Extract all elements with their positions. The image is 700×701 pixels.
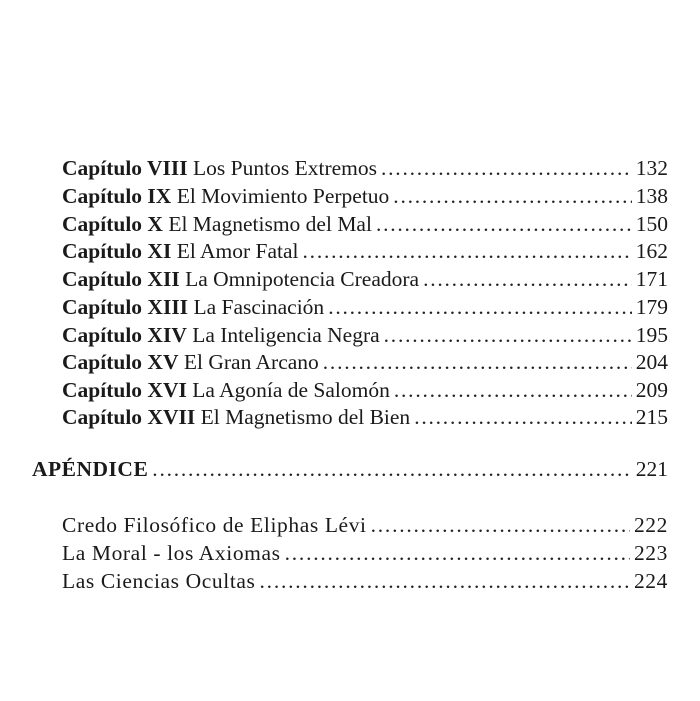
page-number: 222 bbox=[633, 513, 668, 537]
page-number: 215 bbox=[635, 405, 668, 429]
dot-leader bbox=[376, 211, 632, 237]
chapter-title: La Agonía de Salomón bbox=[192, 378, 390, 402]
chapter-title: La Omnipotencia Creadora bbox=[185, 267, 420, 291]
toc-entry-label: La Moral - los Axiomas bbox=[62, 541, 281, 565]
toc-entry-chapter-15[interactable] bbox=[62, 349, 668, 375]
chapter-number: Capítulo XV bbox=[62, 350, 179, 374]
toc-entry-appendix[interactable] bbox=[32, 456, 668, 482]
toc-entry-chapter-14[interactable] bbox=[62, 322, 668, 348]
chapter-title: El Movimiento Perpetuo bbox=[176, 184, 390, 208]
page-number: 209 bbox=[635, 378, 668, 402]
chapter-number: Capítulo VIII bbox=[62, 156, 188, 180]
toc-entry-label bbox=[62, 349, 319, 375]
page-number: 224 bbox=[633, 569, 668, 593]
chapter-title: El Magnetismo del Mal bbox=[168, 212, 372, 236]
dot-leader bbox=[328, 294, 632, 320]
toc-entry-label bbox=[32, 456, 148, 482]
page-number: 132 bbox=[635, 156, 668, 180]
chapter-number: Capítulo XIV bbox=[62, 323, 187, 347]
page-number: 204 bbox=[635, 350, 668, 374]
page-number: 223 bbox=[633, 541, 668, 565]
page-number: 150 bbox=[635, 212, 668, 236]
dot-leader bbox=[423, 266, 632, 292]
page-number: 171 bbox=[635, 267, 668, 291]
chapter-title: La Fascinación bbox=[193, 295, 325, 319]
toc-entry-chapter-13[interactable] bbox=[62, 294, 668, 320]
toc-entry-label: Credo Filosófico de Eliphas Lévi bbox=[62, 513, 367, 537]
chapter-number: Capítulo XVII bbox=[62, 405, 196, 429]
chapter-number: Capítulo XII bbox=[62, 267, 180, 291]
toc-entry-chapter-10[interactable] bbox=[62, 211, 668, 237]
dot-leader bbox=[303, 238, 632, 264]
appendix-title: APÉNDICE bbox=[32, 457, 149, 481]
chapter-title: El Amor Fatal bbox=[176, 239, 299, 263]
dot-leader bbox=[394, 377, 632, 403]
toc-entry-label bbox=[62, 155, 377, 181]
toc-entry-label bbox=[62, 404, 410, 430]
chapter-number: Capítulo XI bbox=[62, 239, 172, 263]
toc-entry-chapter-16[interactable] bbox=[62, 377, 668, 403]
toc-entry-label bbox=[62, 211, 372, 237]
chapter-number: Capítulo XIII bbox=[62, 295, 189, 319]
page-number: 162 bbox=[635, 239, 668, 263]
chapter-title: Los Puntos Extremos bbox=[193, 156, 377, 180]
chapter-number: Capítulo X bbox=[62, 212, 163, 236]
page-number: 138 bbox=[635, 184, 668, 208]
toc-entry-chapter-9[interactable] bbox=[62, 183, 668, 209]
toc-entry-chapter-17[interactable] bbox=[62, 404, 668, 430]
toc-entry-appendix-item-3[interactable] bbox=[62, 568, 668, 594]
page-number: 179 bbox=[635, 295, 668, 319]
toc-entry-label bbox=[62, 322, 380, 348]
chapter-title: El Magnetismo del Bien bbox=[200, 405, 411, 429]
chapter-number: Capítulo IX bbox=[62, 184, 172, 208]
toc-entry-appendix-item-2[interactable] bbox=[62, 540, 668, 566]
toc-entry-chapter-11[interactable] bbox=[62, 238, 668, 264]
dot-leader bbox=[152, 456, 631, 482]
toc-entry-label bbox=[62, 183, 389, 209]
toc-entry-label bbox=[62, 238, 299, 264]
page-number: 195 bbox=[635, 323, 668, 347]
chapter-title: El Gran Arcano bbox=[183, 350, 319, 374]
dot-leader bbox=[323, 349, 632, 375]
toc-entry-appendix-item-1[interactable] bbox=[62, 512, 668, 538]
dot-leader bbox=[384, 322, 632, 348]
dot-leader bbox=[260, 568, 630, 594]
toc-entry-chapter-8[interactable] bbox=[62, 155, 668, 181]
chapter-number: Capítulo XVI bbox=[62, 378, 187, 402]
toc-entry-label bbox=[62, 294, 324, 320]
dot-leader bbox=[285, 540, 630, 566]
toc-entry-label bbox=[62, 266, 419, 292]
toc-entry-label bbox=[62, 377, 390, 403]
chapter-title: La Inteligencia Negra bbox=[192, 323, 380, 347]
dot-leader bbox=[371, 512, 630, 538]
toc-entry-label: Las Ciencias Ocultas bbox=[62, 569, 256, 593]
dot-leader bbox=[414, 404, 632, 430]
dot-leader bbox=[393, 183, 631, 209]
toc-entry-chapter-12[interactable] bbox=[62, 266, 668, 292]
page-number: 221 bbox=[635, 457, 668, 481]
dot-leader bbox=[381, 155, 632, 181]
